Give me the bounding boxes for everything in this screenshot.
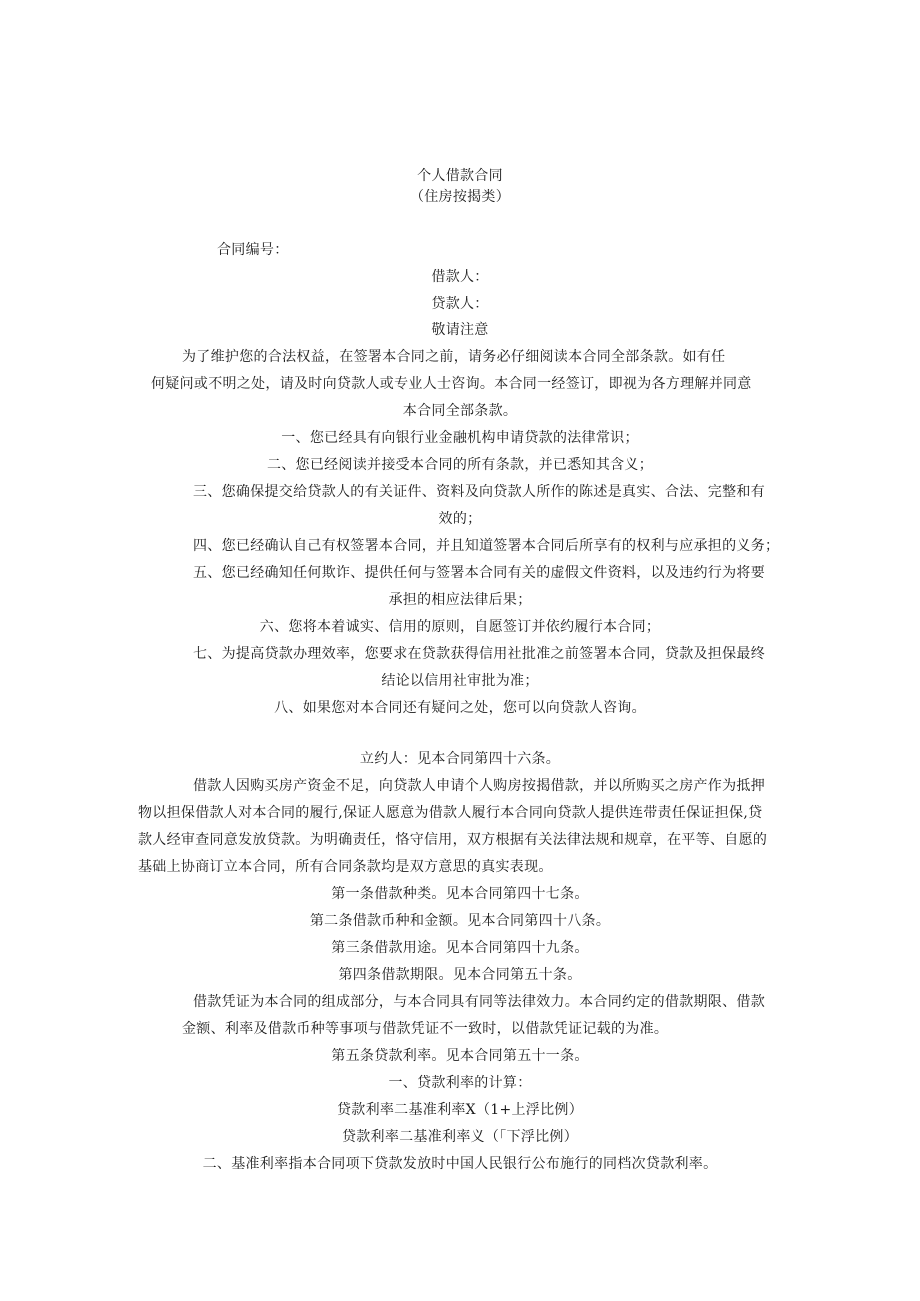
- voucher-line: 借款凭证为本合同的组成部分，与本合同具有同等法律效力。本合同约定的借款期限、借款: [193, 994, 765, 1010]
- notice-item: 四、您已经确认自己有权签署本合同，并且知道签署本合同后所享有的权利与应承担的义务；: [193, 538, 780, 554]
- notice-item: 效的；: [438, 511, 482, 527]
- article-4: 第四条借款期限。见本合同第五十条。: [338, 967, 582, 983]
- document-title: 个人借款合同: [417, 168, 503, 184]
- notice-heading: 敬请注意: [431, 322, 489, 338]
- preamble-line: 物以担保借款人对本合同的履行,保证人愿意为借款人履行本合同向贷款人提供连带责任保证担保,贷: [138, 805, 763, 821]
- rate-calculation-heading: 一、贷款利率的计算：: [388, 1075, 532, 1091]
- notice-paragraph-line: 为了维护您的合法权益，在签署本合同之前，请务必仔细阅读本合同全部条款。如有任: [182, 349, 726, 365]
- notice-item: 二、您已经阅读并接受本合同的所有条款，并已悉知其含义；: [266, 457, 654, 473]
- borrower-label: 借款人：: [431, 269, 489, 285]
- article-3: 第三条借款用途。见本合同第四十九条。: [331, 940, 589, 956]
- notice-item: 六、您将本着诚实、信用的原则，自愿签订并依约履行本合同；: [259, 619, 661, 635]
- notice-item: 七、为提高贷款办理效率，您要求在贷款获得信用社批准之前签署本合同，贷款及担保最终: [193, 646, 765, 662]
- notice-item: 三、您确保提交给贷款人的有关证件、资料及向贷款人所作的陈述是真实、合法、完整和有: [193, 484, 765, 500]
- voucher-line: 金额、利率及借款币种等事项与借款凭证不一致时，以借款凭证记载的为准。: [182, 1021, 669, 1037]
- notice-item: 结论以信用社审批为准；: [381, 673, 539, 689]
- notice-paragraph-line: 何疑问或不明之处，请及时向贷款人或专业人士咨询。本合同一经签订，即视为各方理解并同意: [151, 376, 752, 392]
- preamble-line: 基础上协商订立本合同，所有合同条款均是双方意思的真实表现。: [138, 859, 553, 875]
- rate-formula-down: 贷款利率二基准利率义（「下浮比例）: [341, 1129, 579, 1145]
- article-1: 第一条借款种类。见本合同第四十七条。: [331, 886, 589, 902]
- parties-line: 立约人：见本合同第四十六条。: [359, 751, 561, 767]
- preamble-line: 借款人因购买房产资金不足，向贷款人申请个人购房按揭借款，并以所购买之房产作为抵押: [193, 778, 765, 794]
- notice-paragraph-line: 本合同全部条款。: [402, 403, 518, 419]
- notice-item: 承担的相应法律后果；: [388, 592, 532, 608]
- base-rate-definition: 二、基准利率指本合同项下贷款发放时中国人民银行公布施行的同档次贷款利率。: [202, 1156, 718, 1172]
- notice-item: 八、如果您对本合同还有疑问之处，您可以向贷款人咨询。: [274, 700, 646, 716]
- article-5: 第五条贷款利率。见本合同第五十一条。: [331, 1048, 589, 1064]
- lender-label: 贷款人：: [431, 296, 489, 312]
- contract-number-label: 合同编号：: [217, 242, 289, 258]
- rate-formula-up: 贷款利率二基准利率X（1+上浮比例）: [336, 1102, 583, 1118]
- notice-item: 一、您已经具有向银行业金融机构申请贷款的法律常识；: [281, 430, 639, 446]
- preamble-line: 款人经审查同意发放贷款。为明确责任，恪守信用，双方根据有关法律法规和规章，在平等、自愿的: [138, 832, 768, 848]
- article-2: 第二条借款币种和金额。见本合同第四十八条。: [309, 913, 611, 929]
- document-subtitle: （住房按揭类）: [409, 189, 511, 205]
- notice-item: 五、您已经确知任何欺诈、提供任何与签署本合同有关的虚假文件资料，以及违约行为将要: [193, 565, 765, 581]
